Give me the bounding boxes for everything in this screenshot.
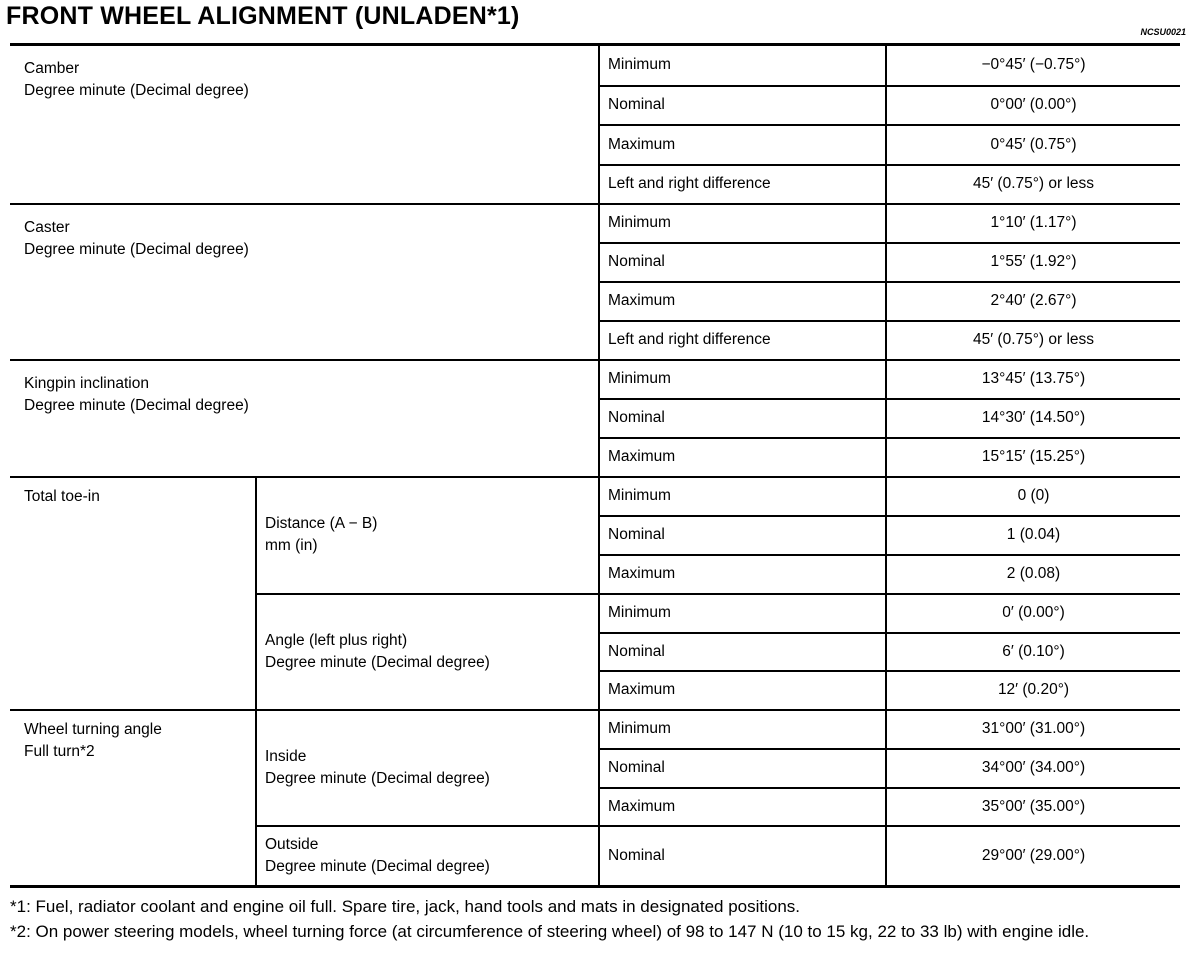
footnote-1: *1: Fuel, radiator coolant and engine oil full. Spare tire, jack, hand tools and mats in designated positions. [10,897,801,916]
row-label: Maximum [599,555,886,594]
row-value: 35°00′ (35.00°) [886,788,1180,826]
page-title: FRONT WHEEL ALIGNMENT (UNLADEN*1) [6,2,520,30]
row-value: 15°15′ (15.25°) [886,438,1180,477]
row-label: Maximum [599,788,886,826]
row-value: 0 (0) [886,477,1180,516]
camber-name: Camber [24,60,80,77]
turning-label-cell [10,710,256,887]
row-label: Nominal [599,399,886,438]
turning-name: Wheel turning angle [24,720,162,738]
row-label: Nominal [599,633,886,671]
row-value: 45′ (0.75°) or less [886,321,1180,360]
toe-angle-cell [256,594,599,710]
row-label: Nominal [599,243,886,282]
row-value: 0′ (0.00°) [886,594,1180,633]
row-label: Left and right difference [599,165,886,204]
kingpin-unit: Degree minute (Decimal degree) [24,396,249,414]
camber-unit: Degree minute (Decimal degree) [24,82,249,99]
row-label: Minimum [599,594,886,633]
table-row [10,204,1180,243]
caster-unit: Degree minute (Decimal degree) [24,240,249,258]
turning-outside-unit: Degree minute (Decimal degree) [265,857,490,875]
row-label: Maximum [599,125,886,165]
table-row [10,477,1180,516]
toe-in-name: Total toe-in [24,487,100,505]
turning-inside-cell [256,710,599,826]
turning-inside-name: Inside [265,747,307,765]
document-code: NCSU0021 [1140,27,1186,37]
row-label: Minimum [599,45,886,86]
row-label: Nominal [599,516,886,555]
row-label: Maximum [599,438,886,477]
row-label: Minimum [599,204,886,243]
toe-distance-name: Distance (A − B) [265,515,378,532]
row-value: 34°00′ (34.00°) [886,749,1180,788]
camber-label-cell [10,45,599,204]
row-label: Minimum [599,477,886,516]
row-label: Minimum [599,710,886,749]
caster-name: Caster [24,218,70,236]
row-label: Minimum [599,360,886,399]
row-value: 6′ (0.10°) [886,633,1180,671]
row-value: 12′ (0.20°) [886,671,1180,710]
row-value: 14°30′ (14.50°) [886,399,1180,438]
toe-angle-unit: Degree minute (Decimal degree) [265,653,490,671]
row-label: Maximum [599,671,886,710]
row-value: 1°55′ (1.92°) [886,243,1180,282]
kingpin-name: Kingpin inclination [24,374,149,392]
toe-in-label-cell [10,477,256,710]
kingpin-label-cell [10,360,599,477]
row-label: Nominal [599,826,886,887]
row-value: 31°00′ (31.00°) [886,710,1180,749]
row-value: 1°10′ (1.17°) [886,204,1180,243]
row-label: Nominal [599,749,886,788]
row-label: Maximum [599,282,886,321]
row-value: 0°45′ (0.75°) [886,125,1180,165]
row-value: 29°00′ (29.00°) [886,826,1180,887]
row-value: 2 (0.08) [886,555,1180,594]
row-label: Nominal [599,86,886,125]
table-row [10,45,1180,86]
footnotes [10,896,1185,946]
alignment-spec-table [10,43,1180,888]
row-value: 2°40′ (2.67°) [886,282,1180,321]
row-value: 45′ (0.75°) or less [886,165,1180,204]
turning-outside-name: Outside [265,835,319,853]
toe-angle-name: Angle (left plus right) [265,631,408,649]
row-value: 13°45′ (13.75°) [886,360,1180,399]
row-value: −0°45′ (−0.75°) [886,45,1180,86]
turning-inside-unit: Degree minute (Decimal degree) [265,769,490,787]
row-label: Left and right difference [599,321,886,360]
toe-distance-unit: mm (in) [265,537,318,554]
row-value: 0°00′ (0.00°) [886,86,1180,125]
table-row [10,710,1180,749]
footnote-2: *2: On power steering models, wheel turning force (at circumference of steering wheel) of 98 to 147 N (10 to 15 kg, 22 to 33 lb) with engine idle. [10,922,1090,941]
caster-label-cell [10,204,599,360]
turning-outside-cell [256,826,599,887]
turning-sub: Full turn*2 [24,742,95,760]
toe-distance-cell [256,477,599,594]
row-value: 1 (0.04) [886,516,1180,555]
table-row [10,360,1180,399]
